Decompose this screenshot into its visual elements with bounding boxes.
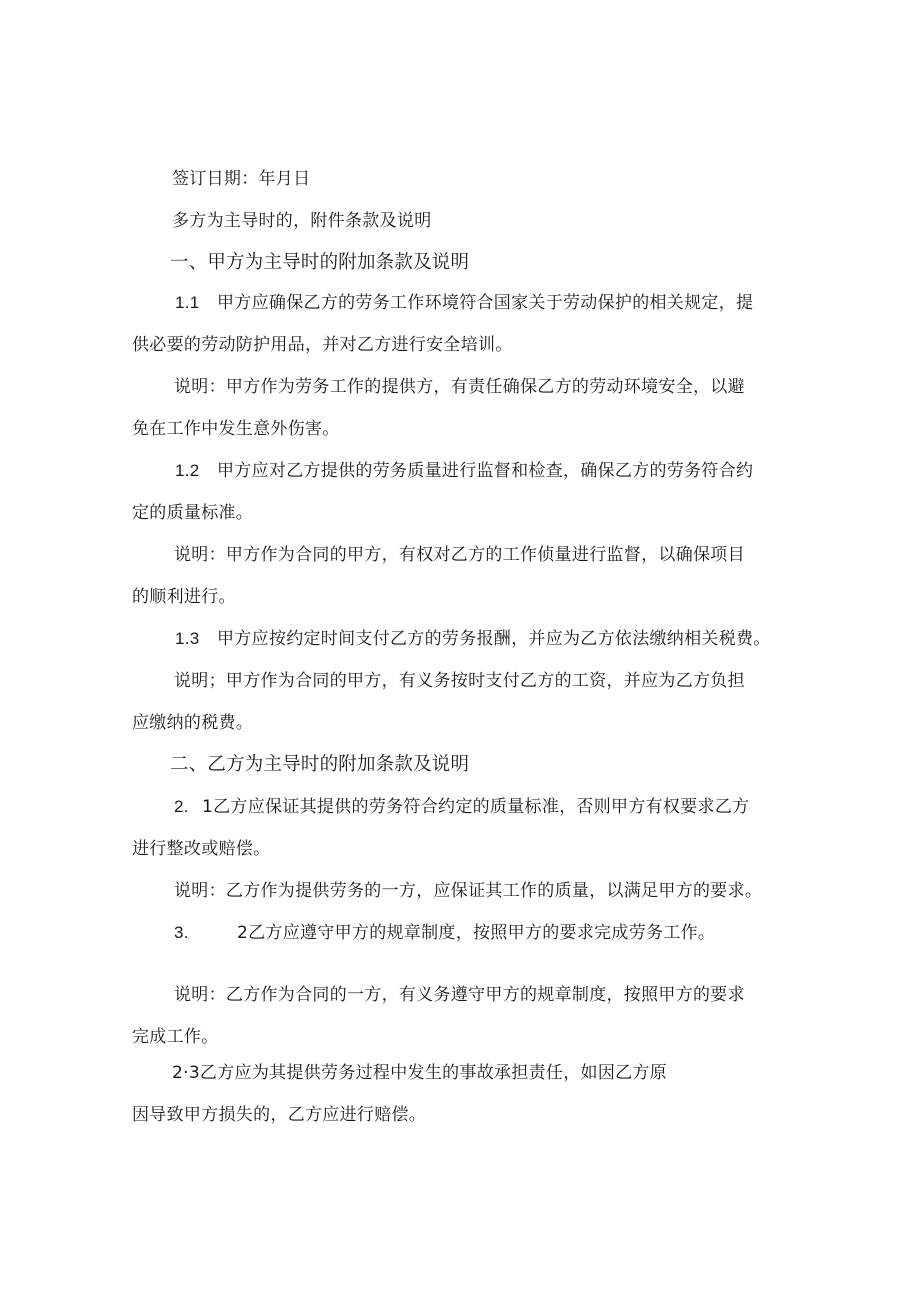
note-1-2-line1: 说明：甲方作为合同的甲方，有权对乙方的工作侦量进行监督，以确保项目 — [174, 545, 745, 565]
clause-2-2-number: 3. — [174, 923, 189, 942]
signing-date: 签订日期：年月日 — [172, 169, 311, 189]
clause-1-1-line2: 供必要的劳动防护用品，并对乙方进行安全培训。 — [132, 335, 513, 355]
note-1-3-line2: 应缴纳的税费。 — [132, 713, 254, 733]
clause-1-2-line1 — [175, 460, 753, 482]
clause-1-1-number: 1.1 — [175, 293, 200, 312]
section1-heading: 一、甲方为主导时的附加条款及说明 — [170, 252, 470, 273]
note-1-1-line2: 免在工作中发生意外伤害。 — [132, 419, 340, 439]
note-2-2-line1: 说明：乙方作为合同的一方，有义务遵守甲方的规章制度，按照甲方的要求 — [174, 985, 745, 1005]
clause-1-1-line1 — [175, 292, 753, 314]
clause-2-3-line1: 2·3乙方应为其提供劳务过程中发生的事故承担责任，如因乙方原 — [172, 1063, 668, 1083]
clause-2-2-text: 2乙方应遵守甲方的规章制度，按照甲方的要求完成劳务工作。 — [237, 923, 716, 943]
note-1-2-line2: 的顺利进行。 — [132, 587, 236, 607]
clause-2-1-line2: 进行整改或赔偿。 — [132, 839, 271, 859]
clause-2-3-line2: 因导致甲方损失的，乙方应进行赔偿。 — [132, 1105, 427, 1125]
clause-1-1-text: 甲方应确保乙方的劳务工作环境符合国家关于劳动保护的相关规定，提 — [217, 293, 754, 313]
section2-heading: 二、乙方为主导时的附加条款及说明 — [170, 754, 470, 775]
note-1-3-line1: 说明；甲方作为合同的甲方，有义务按时支付乙方的工资，并应为乙方负担 — [174, 671, 745, 691]
note-2-1-line1: 说明：乙方作为提供劳务的一方，应保证其工作的质量，以满足甲方的要求。 — [174, 881, 763, 901]
clause-1-3-text: 甲方应按约定时间支付乙方的劳务报酬，并应为乙方依法缴纳相关税费。 — [217, 629, 771, 649]
clause-1-3-line1 — [175, 628, 771, 650]
clause-2-1-text: 1乙方应保证其提供的劳务符合约定的质量标准，否则甲方有权要求乙方 — [202, 797, 750, 817]
clause-1-3-number: 1.3 — [175, 629, 200, 648]
clause-2-1-number: 2. — [174, 797, 189, 816]
clause-1-2-line2: 定的质量标准。 — [132, 503, 254, 523]
clause-1-2-number: 1.2 — [175, 461, 200, 480]
document-subtitle: 多方为主导时的，附件条款及说明 — [172, 211, 432, 231]
clause-1-2-text: 甲方应对乙方提供的劳务质量进行监督和检查，确保乙方的劳务符合约 — [217, 461, 754, 481]
note-1-1-line1: 说明：甲方作为劳务工作的提供方，有责任确保乙方的劳动环境安全，以避 — [174, 377, 745, 397]
note-2-2-line2: 完成工作。 — [132, 1027, 219, 1047]
clause-2-1-line1 — [174, 796, 749, 818]
clause-2-2-line1 — [174, 922, 715, 944]
